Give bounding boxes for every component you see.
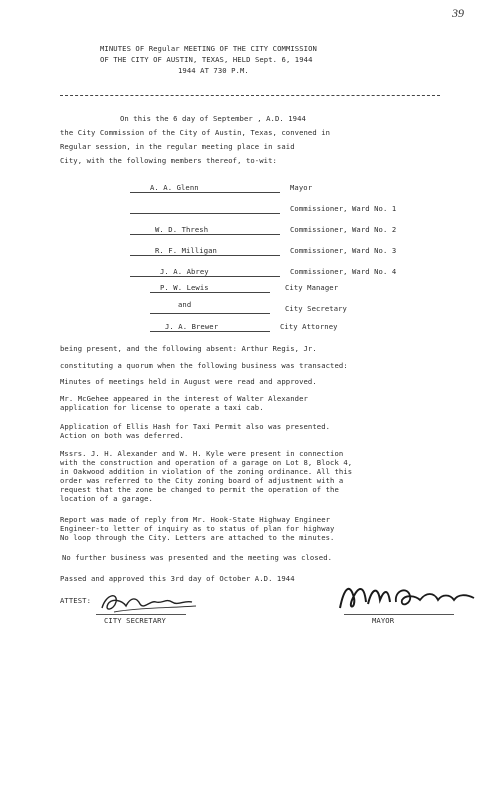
member-title: City Secretary [285, 304, 347, 313]
item-line: Application of Ellis Hash for Taxi Permit also was presented. [60, 422, 331, 431]
member-title: Commissioner, Ward No. 1 [290, 204, 397, 213]
item-line: No loop through the City. Letters are attached to the minutes. [60, 533, 335, 542]
member-name: R. F. Milligan [155, 246, 217, 255]
mayor-signature [330, 578, 480, 618]
intro-line-4: City, with the following members thereof, to-wit: [60, 156, 277, 165]
member-blank [130, 234, 280, 235]
city-secretary-label: CITY SECRETARY [104, 616, 166, 625]
item-line: Mr. McGehee appeared in the interest of Walter Alexander [60, 394, 308, 403]
member-name: and [178, 300, 192, 309]
mayor-signature-line [344, 614, 454, 615]
header-line-3: 1944 AT 730 P.M. [178, 66, 249, 75]
item-line: order was referred to the City zoning board of adjustment with a [60, 476, 344, 485]
item-line: Mssrs. J. H. Alexander and W. H. Kyle were present in connection [60, 449, 344, 458]
mayor-label: MAYOR [372, 616, 395, 625]
intro-line-1: On this the 6 day of September , A.D. 1944 [120, 114, 306, 123]
closing-line: Passed and approved this 3rd day of October A.D. 1944 [60, 574, 295, 583]
item-line: No further business was presented and the meeting was closed. [62, 553, 333, 562]
item-line: Engineer-to letter of inquiry as to status of plan for highway [60, 524, 335, 533]
member-blank [130, 213, 280, 214]
member-name: J. A. Brewer [165, 322, 219, 331]
city-secretary-signature-line [96, 614, 186, 615]
item-line: Action on both was deferred. [60, 431, 184, 440]
member-title: City Attorney [280, 322, 338, 331]
member-blank [150, 313, 270, 314]
intro-line-3: Regular session, in the regular meeting place in said [60, 142, 295, 151]
page-number: 39 [452, 6, 464, 20]
member-name: P. W. Lewis [160, 283, 209, 292]
item-line: request that the zone be changed to permit the operation of the [60, 485, 339, 494]
member-blank [130, 192, 280, 193]
member-title: Commissioner, Ward No. 3 [290, 246, 397, 255]
member-blank [130, 255, 280, 256]
member-name: W. D. Thresh [155, 225, 209, 234]
member-title: City Manager [285, 283, 339, 292]
member-blank [130, 276, 280, 277]
header-line-2: OF THE CITY OF AUSTIN, TEXAS, HELD Sept. 6, 1944 [100, 55, 313, 64]
item-line: Report was made of reply from Mr. Hook-State Highway Engineer [60, 515, 331, 524]
member-name: A. A. Glenn [150, 183, 199, 192]
item-line: with the construction and operation of a garage on Lot 8, Block 4, [60, 458, 353, 467]
item-line: in Oakwood addition in violation of the zoning ordinance. All this [60, 467, 353, 476]
item-line: location of a garage. [60, 494, 153, 503]
member-name: J. A. Abrey [160, 267, 209, 276]
member-title: Mayor [290, 183, 313, 192]
header-line-1: MINUTES OF Regular MEETING OF THE CITY COMMISSION [100, 44, 317, 53]
intro-line-2: the City Commission of the City of Austin, Texas, convened in [60, 128, 331, 137]
separator-line [60, 95, 440, 96]
member-title: Commissioner, Ward No. 4 [290, 267, 397, 276]
member-blank [150, 292, 270, 293]
item-line: application for license to operate a taxi cab. [60, 403, 264, 412]
attendance-line-1: being present, and the following absent: Arthur Regis, Jr. [60, 344, 317, 353]
member-blank [150, 331, 270, 332]
member-title: Commissioner, Ward No. 2 [290, 225, 397, 234]
attest-label: ATTEST: [60, 596, 91, 605]
attendance-line-2: constituting a quorum when the following business was transacted: [60, 361, 348, 370]
item-line: Minutes of meetings held in August were read and approved. [60, 377, 317, 386]
